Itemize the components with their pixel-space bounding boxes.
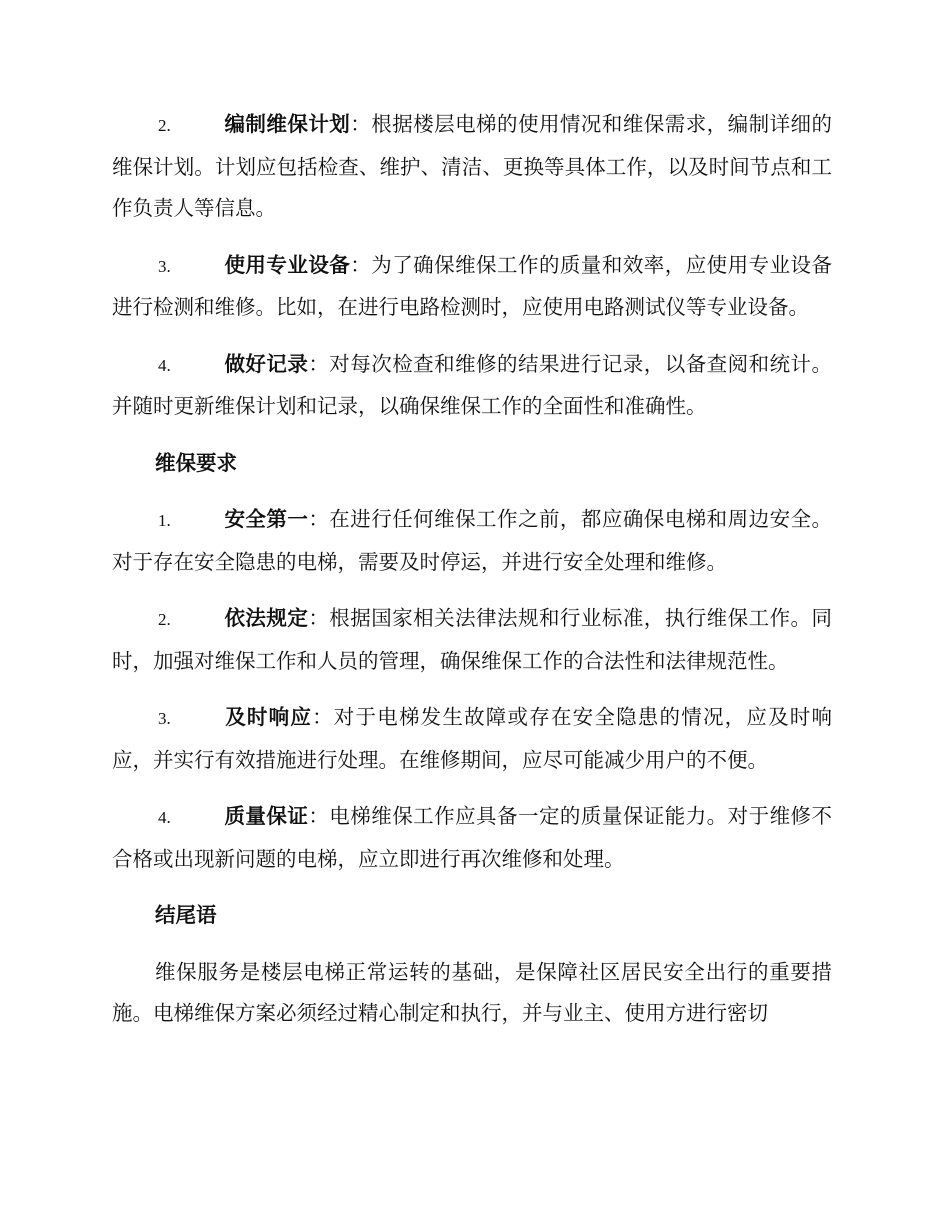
item-text: 根据楼层电梯的使用情况和维保需求，编制详细的维保计划。计划应包括检查、维护、清洁、更换等具体工作，以及时间节点和工作负责人等信息。 <box>112 112 833 220</box>
item-separator: ： <box>350 112 372 136</box>
item-term: 做好记录 <box>224 351 309 376</box>
list-number: 1. <box>158 511 171 530</box>
section-heading-requirements: 维保要求 <box>155 450 237 475</box>
item-separator: ： <box>312 705 334 729</box>
item-separator: ： <box>308 351 330 376</box>
plan-item-3 <box>112 245 832 329</box>
item-text: 对每次检查和维修的结果进行记录，以备查阅和统计。并随时更新维保计划和记录，以确保维保工作的全面性和准确性。 <box>112 351 833 418</box>
item-term: 使用专业设备 <box>224 252 351 277</box>
requirement-item-2 <box>112 598 832 682</box>
requirement-item-3 <box>112 697 832 781</box>
item-term: 编制维保计划 <box>224 112 351 136</box>
list-number: 4. <box>158 355 171 375</box>
conclusion-paragraph: 维保服务是楼层电梯正常运转的基础，是保障社区居民安全出行的重要措施。电梯维保方案必须经过精心制定和执行，并与业主、使用方进行密切 <box>112 959 832 1025</box>
list-number: 3. <box>158 709 171 728</box>
list-number: 3. <box>158 256 171 276</box>
item-text: 根据国家相关法律法规和行业标准，执行维保工作。同时，加强对维保工作和人员的管理，确保维保工作的合法性和法律规范性。 <box>112 606 833 673</box>
item-separator: ： <box>308 507 330 531</box>
plan-item-2 <box>112 104 832 230</box>
item-separator: ： <box>350 252 372 277</box>
section-heading-conclusion: 结尾语 <box>155 903 217 927</box>
item-separator: ： <box>308 606 330 630</box>
item-term: 依法规定 <box>224 606 309 630</box>
item-text: 电梯维保工作应具备一定的质量保证能力。对于维修不合格或出现新问题的电梯，应立即进行再次维修和处理。 <box>112 804 833 871</box>
list-number: 2. <box>158 116 171 135</box>
item-text: 在进行任何维保工作之前，都应确保电梯和周边安全。对于存在安全隐患的电梯，需要及时停运，并进行安全处理和维修。 <box>112 507 833 574</box>
item-term: 及时响应 <box>224 705 313 729</box>
item-text: 为了确保维保工作的质量和效率，应使用专业设备进行检测和维修。比如，在进行电路检测时，应使用电路测试仪等专业设备。 <box>112 252 833 319</box>
plan-item-4 <box>112 344 832 428</box>
item-text: 对于电梯发生故障或存在安全隐患的情况，应及时响应，并实行有效措施进行处理。在维修期间，应尽可能减少用户的不便。 <box>112 705 833 772</box>
requirement-item-4 <box>112 796 832 880</box>
list-number: 2. <box>158 610 171 629</box>
item-term: 安全第一 <box>224 507 309 531</box>
document-body <box>112 104 832 1050</box>
item-term: 质量保证 <box>224 804 309 828</box>
item-separator: ： <box>308 804 330 828</box>
requirement-item-1 <box>112 499 832 583</box>
list-number: 4. <box>158 808 171 827</box>
